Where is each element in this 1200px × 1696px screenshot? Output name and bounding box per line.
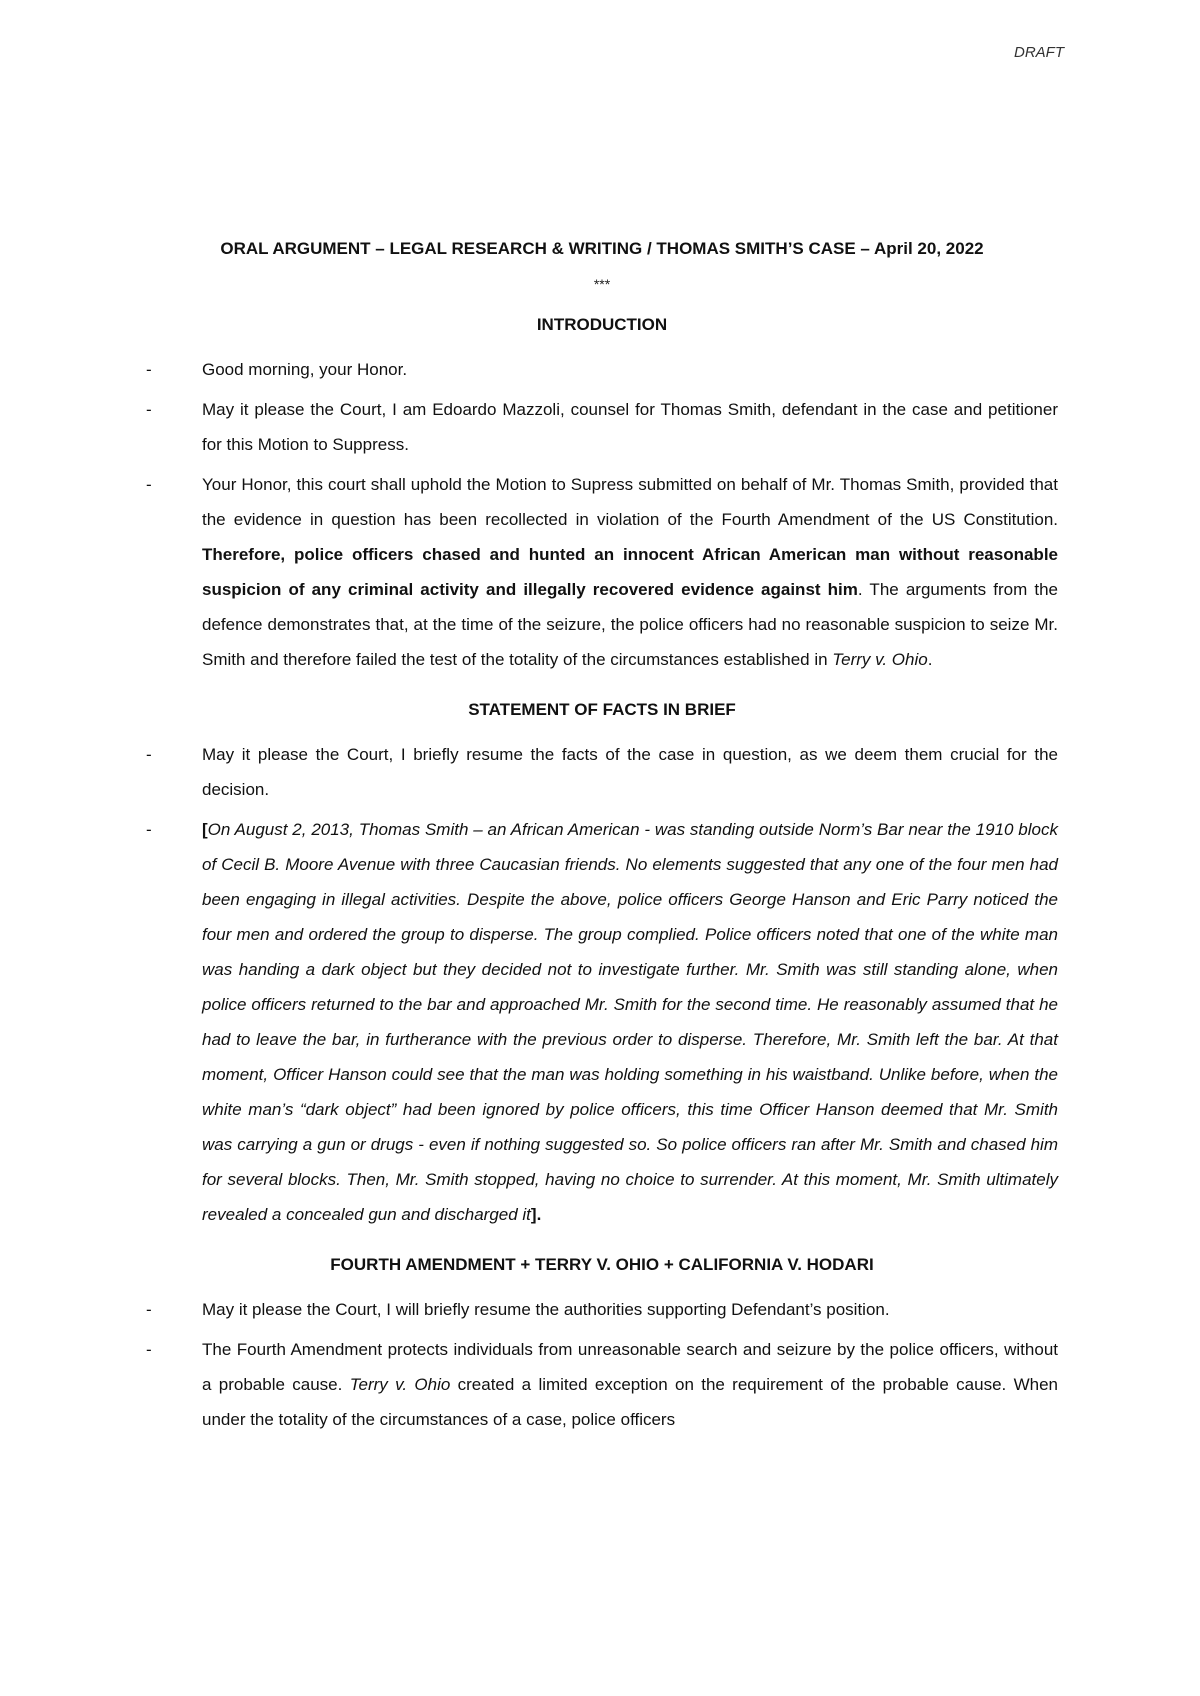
list-item: [146, 812, 1058, 1232]
heading-statement-of-facts: STATEMENT OF FACTS IN BRIEF: [468, 700, 736, 719]
paragraph-text: Good morning, your Honor.: [202, 360, 408, 379]
list-item: [146, 467, 1058, 677]
separator: ***: [593, 276, 611, 292]
document-title: ORAL ARGUMENT – LEGAL RESEARCH & WRITING / THOMAS SMITH’S CASE – April 20, 2022: [220, 239, 984, 258]
paragraph-text: May it please the Court, I briefly resume the facts of the case in question, as we deem them crucial for the decision.: [202, 745, 1058, 799]
paragraph-text: May it please the Court, I will briefly resume the authorities supporting Defendant’s position.: [202, 1300, 890, 1319]
heading-introduction: INTRODUCTION: [536, 315, 668, 334]
heading-authorities: FOURTH AMENDMENT + TERRY V. OHIO + CALIFORNIA V. HODARI: [330, 1255, 874, 1274]
list-item: [146, 737, 1058, 807]
bullet-dash: -: [146, 400, 152, 419]
paragraph-text: [202, 1332, 1058, 1437]
facts-narrative: On August 2, 2013, Thomas Smith – an African American - was standing outside Norm’s Bar near the 1910 block of Cecil B. Moore Avenue with three Caucasian friends. No elements suggested that any one of the four men had been engaging in illegal activities. Despite the above, police officers George Hanson and Eric Parry noticed the four men and ordered the group to disperse. The group complied. Police officers noted that one of the white man was handing a dark object but they decided not to investigate further. Mr. Smith was still standing alone, when police officers returned to the bar and approached Mr. Smith for the second time. He reasonably assumed that he had to leave the bar, in furtherance with the previous order to disperse. Therefore, Mr. Smith left the bar. At that moment, Officer Hanson could see that the man was holding something in his waistband. Unlike before, when the white man’s “dark object” had been ignored by police officers, this time Officer Hanson deemed that Mr. Smith was carrying a gun or drugs - even if nothing suggested so. So police officers ran after Mr. Smith and chased him for several blocks. Then, Mr. Smith stopped, having no choice to surrender. At this moment, Mr. Smith ultimately revealed a concealed gun and discharged it: [202, 820, 1058, 1224]
paragraph-text: [202, 467, 1058, 677]
list-item: [146, 1292, 1058, 1327]
list-item: [146, 1332, 1058, 1437]
bold-text-run: Therefore, police officers chased and hunted an innocent African American man without reasonable suspicion of any criminal activity and illegally recovered evidence against him: [202, 545, 1058, 599]
text-run: .: [927, 650, 933, 669]
bullet-dash: -: [146, 1300, 152, 1319]
bracket-open: [: [202, 820, 208, 839]
text-run: . The arguments from the defence demonstrates that, at the time of the seizure, the police officers had no reasonable suspicion to seize Mr. Smith and therefore failed the test of the totality of the circumstances established in: [202, 580, 1058, 669]
bullet-dash: -: [146, 360, 152, 379]
text-run: The Fourth Amendment protects individuals from unreasonable search and seizure by the police officers, without a probable cause.: [202, 1340, 1058, 1394]
case-citation: Terry v. Ohio: [349, 1375, 451, 1394]
bullet-dash: -: [146, 475, 152, 494]
case-citation: Terry v. Ohio: [832, 650, 928, 669]
paragraph-text: [202, 812, 1058, 1232]
list-item: [146, 352, 1058, 387]
bullet-dash: -: [146, 820, 152, 839]
document-body: [146, 236, 1058, 1442]
text-run: Your Honor, this court shall uphold the Motion to Supress submitted on behalf of Mr. Thomas Smith, provided that the evidence in question has been recollected in violation of the Fourth Amendment of the US Constitution.: [202, 475, 1058, 529]
bracket-close: ].: [530, 1205, 542, 1224]
bullet-dash: -: [146, 745, 152, 764]
draft-label: DRAFT: [1014, 44, 1064, 61]
paragraph-text: May it please the Court, I am Edoardo Mazzoli, counsel for Thomas Smith, defendant in the case and petitioner for this Motion to Suppress.: [202, 400, 1058, 454]
list-item: [146, 392, 1058, 462]
bullet-dash: -: [146, 1340, 152, 1359]
text-run: created a limited exception on the requirement of the probable cause. When under the totality of the circumstances of a case, police officers: [202, 1375, 1058, 1429]
